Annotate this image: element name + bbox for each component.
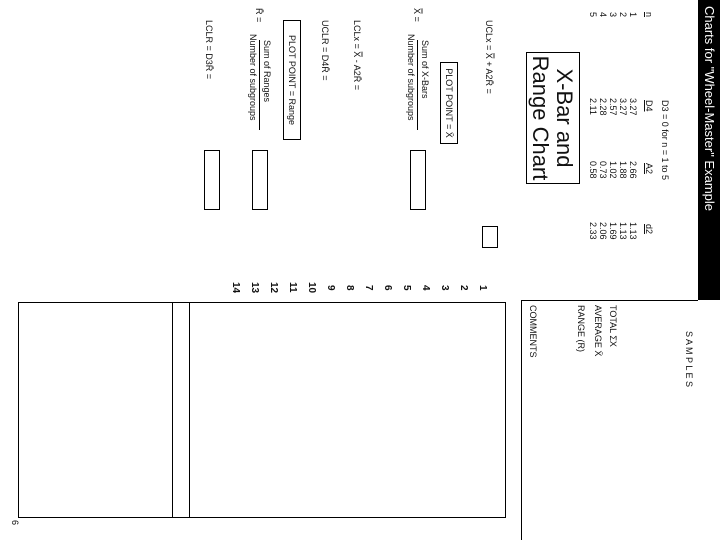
row-d4: 2.28 [598, 98, 608, 116]
row-n: 2 [618, 12, 628, 18]
row-d2: 1.13 [628, 222, 638, 240]
row-d2: 2.33 [588, 222, 598, 240]
subgroup-number: 3 [439, 285, 450, 291]
row-d2: 1.13 [618, 222, 628, 240]
chart-title-line1: X-Bar and [552, 68, 577, 168]
row-a2: 1.88 [618, 161, 628, 179]
subgroup-number: 14 [230, 282, 241, 294]
lcl-r-value-box[interactable] [204, 150, 220, 210]
subgroup-number: 6 [382, 285, 393, 291]
formulas-panel [0, 0, 510, 300]
range-chart [18, 302, 190, 518]
subgroup-number: 5 [401, 285, 412, 291]
col-header-d4: D4 [644, 100, 654, 112]
row-a2: 0.73 [598, 161, 608, 179]
row-n: 3 [608, 12, 618, 18]
subgroup-number: 2 [458, 285, 469, 291]
plot-point-range-box: PLOT POINT = Range [283, 20, 301, 140]
chart-title-line2: Range Chart [528, 55, 553, 181]
rbar-value-box[interactable] [252, 150, 268, 210]
xbarbar-label: X̿ = [412, 8, 422, 22]
xbarbar-numerator: Sum of X-Bars [420, 40, 430, 99]
subgroup-number: 13 [249, 282, 260, 294]
subgroup-number: 1 [477, 285, 488, 291]
xbar-chart [172, 302, 506, 518]
col-header-d2: d2 [644, 224, 654, 235]
row-n: 4 [598, 12, 608, 18]
d3-note: D3 = 0 for n = 1 to 5 [660, 100, 670, 181]
row-d4: 2.57 [608, 98, 618, 116]
average-label: AVERAGE X̄ [593, 305, 603, 357]
subgroup-number: 12 [268, 282, 279, 294]
total-label: TOTAL ΣX [608, 305, 618, 347]
row-a2: 2.66 [628, 161, 638, 179]
rbar-numerator: Sum of Ranges [262, 40, 272, 103]
row-d4: 3.27 [618, 98, 628, 116]
row-a2: 0.58 [588, 161, 598, 179]
row-d4: 3.27 [628, 98, 638, 116]
comments-label: COMMENTS [528, 305, 538, 358]
xbarbar-denominator: Number of subgroups [406, 34, 416, 121]
page-number: 6 [10, 520, 20, 526]
rbar-label: R̄ = [254, 8, 264, 23]
row-d4: 2.11 [588, 98, 598, 115]
row-d2: 2.06 [598, 222, 608, 240]
subgroup-number: 4 [420, 285, 431, 291]
subgroup-number: 7 [363, 285, 374, 291]
lcl-x-formula: LCLx = X̿ - A2R̄ = [352, 20, 362, 91]
lcl-r-formula: LCLR = D3R̄ = [204, 20, 214, 80]
fraction-line [417, 40, 418, 130]
col-header-n: n [644, 12, 654, 18]
subgroup-number: 11 [287, 282, 298, 293]
row-n: 5 [588, 12, 598, 18]
row-n: 1 [628, 12, 638, 18]
chart-title-box [526, 52, 580, 184]
rbar-denominator: Number of subgroups [248, 34, 258, 121]
ucl-x-value-box[interactable] [482, 226, 498, 248]
ucl-r-formula: UCLR = D4R̄ = [320, 20, 330, 81]
ucl-x-formula: UCLx = X̿ + A2R̄ = [484, 20, 494, 94]
subgroup-number: 8 [344, 285, 355, 291]
row-a2: 1.02 [608, 161, 618, 179]
subgroup-number: 9 [325, 285, 336, 291]
xbarbar-value-box[interactable] [410, 150, 426, 210]
page-title: Charts for "Wheel-Master" Example [698, 0, 720, 300]
row-d2: 1.69 [608, 222, 618, 240]
data-table [521, 300, 698, 540]
plot-point-x-box: PLOT POINT = X̄ [440, 62, 458, 144]
range-label: RANGE (R) [576, 305, 586, 352]
subgroup-axis [188, 282, 488, 302]
subgroup-number: 10 [306, 282, 317, 294]
col-header-a2: A2 [644, 163, 654, 175]
fraction-line [259, 40, 260, 130]
sample-label: S A M P L E S [684, 331, 694, 388]
